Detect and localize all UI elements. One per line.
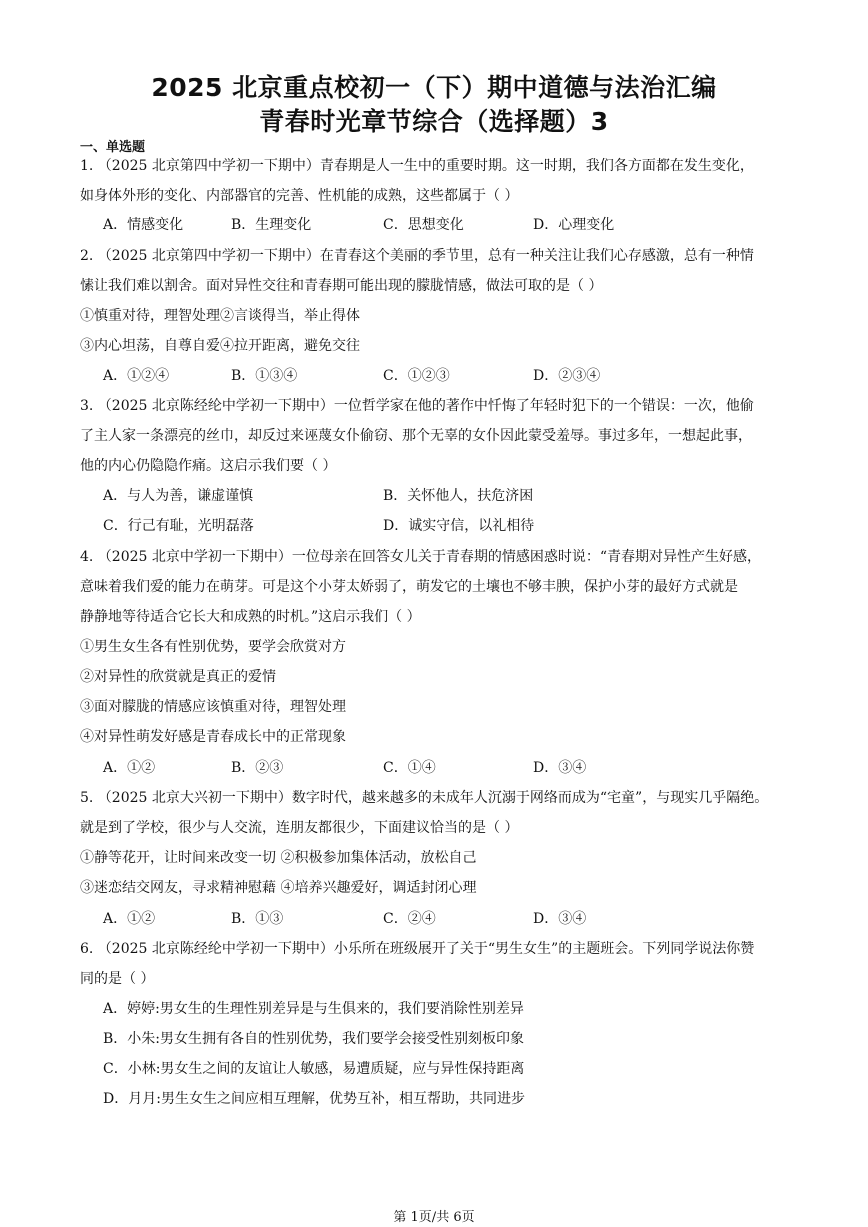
statement-line: ②对异性的欣赏就是真正的爱情 xyxy=(80,669,276,685)
statement-line: ③内心坦荡，自尊自爱④拉开距离，避免交往 xyxy=(80,338,360,354)
question-text-line: 他的内心仍隐隐作痛。这启示我们要（ ） xyxy=(80,458,337,474)
page-footer xyxy=(0,1206,868,1225)
option-a: A．①②④ xyxy=(103,368,170,384)
doc-title-line2: 青春时光章节综合（选择题）3 xyxy=(259,107,609,136)
option-d: D．③④ xyxy=(533,760,587,776)
option-d: D．②③④ xyxy=(533,368,601,384)
section-heading: 一、单选题 xyxy=(80,140,146,155)
option-c: C．思想变化 xyxy=(383,217,464,233)
question-text-line: 如身体外形的变化、内部器官的完善、性机能的成熟，这些都属于（ ） xyxy=(80,188,519,204)
option-b: B．①③④ xyxy=(231,368,298,384)
option-c: C．①②③ xyxy=(383,368,450,384)
option-c: C．①④ xyxy=(383,760,436,776)
option-d: D．心理变化 xyxy=(533,217,615,233)
option-b: B．②③ xyxy=(231,760,284,776)
statement-line: ④对异性萌发好感是青春成长中的正常现象 xyxy=(80,729,346,745)
question-text-line: 6. （2025 北京陈经纶中学初一下期中）小乐所在班级展开了关于“男生女生”的主题班会。下列同学说法你赞 xyxy=(80,941,755,957)
option-c: C．②④ xyxy=(383,911,436,927)
option-b: B．生理变化 xyxy=(231,217,312,233)
question-text-line: 意味着我们爱的能力在萌芽。可是这个小芽太娇弱了，萌发它的土壤也不够丰腴，保护小芽的最好方式就是 xyxy=(80,579,738,595)
question-text-line: 3. （2025 北京陈经纶中学初一下期中）一位哲学家在他的著作中忏悔了年轻时犯下的一个错误：一次，他偷 xyxy=(80,398,754,414)
question-text-line: 4. （2025 北京中学初一下期中）一位母亲在回答女儿关于青春期的情感困惑时说：“青春期对异性产生好感， xyxy=(80,549,762,565)
question-text-line: 愫让我们难以割舍。面对异性交往和青春期可能出现的朦胧情感，做法可取的是（ ） xyxy=(80,278,603,294)
option-a: A．与人为善，谦虚谨慎 xyxy=(103,488,254,504)
option-a: A．情感变化 xyxy=(103,217,184,233)
page-number: 第 1页/共 6页 xyxy=(393,1210,475,1225)
question-text-line: 2. （2025 北京第四中学初一下期中）在青春这个美丽的季节里，总有一种关注让我们心存感激，总有一种情 xyxy=(80,248,754,264)
option-b: B．关怀他人，扶危济困 xyxy=(383,488,534,504)
statement-line: ①静等花开，让时间来改变一切 ②积极参加集体活动，放松自己 xyxy=(80,850,477,866)
question-text-line: 静静地等待适合它长大和成熟的时机。”这启示我们（ ） xyxy=(80,609,421,625)
question-text-line: 1. （2025 北京第四中学初一下期中）青春期是人一生中的重要时期。这一时期，我们各方面都在发生变化， xyxy=(80,158,754,174)
option-b: B．①③ xyxy=(231,911,284,927)
statement-line: ③迷恋结交网友，寻求精神慰藉 ④培养兴趣爱好，调适封闭心理 xyxy=(80,880,477,896)
question-text-line: 5. （2025 北京大兴初一下期中）数字时代，越来越多的未成年人沉溺于网络而成为“宅童”，与现实几乎隔绝。 xyxy=(80,790,769,806)
option-a: A．①② xyxy=(103,760,156,776)
option-d: D．诚实守信，以礼相待 xyxy=(383,518,535,534)
option-d: D．③④ xyxy=(533,911,587,927)
question-text-line: 就是到了学校，很少与人交流，连朋友都很少，下面建议恰当的是（ ） xyxy=(80,820,519,836)
statement-line: ①男生女生各有性别优势，要学会欣赏对方 xyxy=(80,639,346,655)
option-c: C．行己有耻，光明磊落 xyxy=(103,518,254,534)
option-a: A．婷婷:男女生的生理性别差异是与生俱来的，我们要消除性别差异 xyxy=(103,1001,524,1017)
statement-line: ③面对朦胧的情感应该慎重对待，理智处理 xyxy=(80,699,346,715)
doc-title-line1: 2025 北京重点校初一（下）期中道德与法治汇编 xyxy=(151,73,717,102)
option-a: A．①② xyxy=(103,911,156,927)
option-d: D．月月:男生女生之间应相互理解，优势互补，相互帮助，共同进步 xyxy=(103,1091,525,1107)
option-c: C．小林:男女生之间的友谊让人敏感，易遭质疑，应与异性保持距离 xyxy=(103,1061,525,1077)
question-text-line: 同的是（ ） xyxy=(80,971,155,987)
option-b: B．小朱:男女生拥有各自的性别优势，我们要学会接受性别刻板印象 xyxy=(103,1031,525,1047)
question-text-line: 了主人家一条漂亮的丝巾，却反过来诬蔑女仆偷窃、那个无辜的女仆因此蒙受羞辱。事过多年，一想起此事， xyxy=(80,428,752,444)
statement-line: ①慎重对待，理智处理②言谈得当，举止得体 xyxy=(80,308,360,324)
